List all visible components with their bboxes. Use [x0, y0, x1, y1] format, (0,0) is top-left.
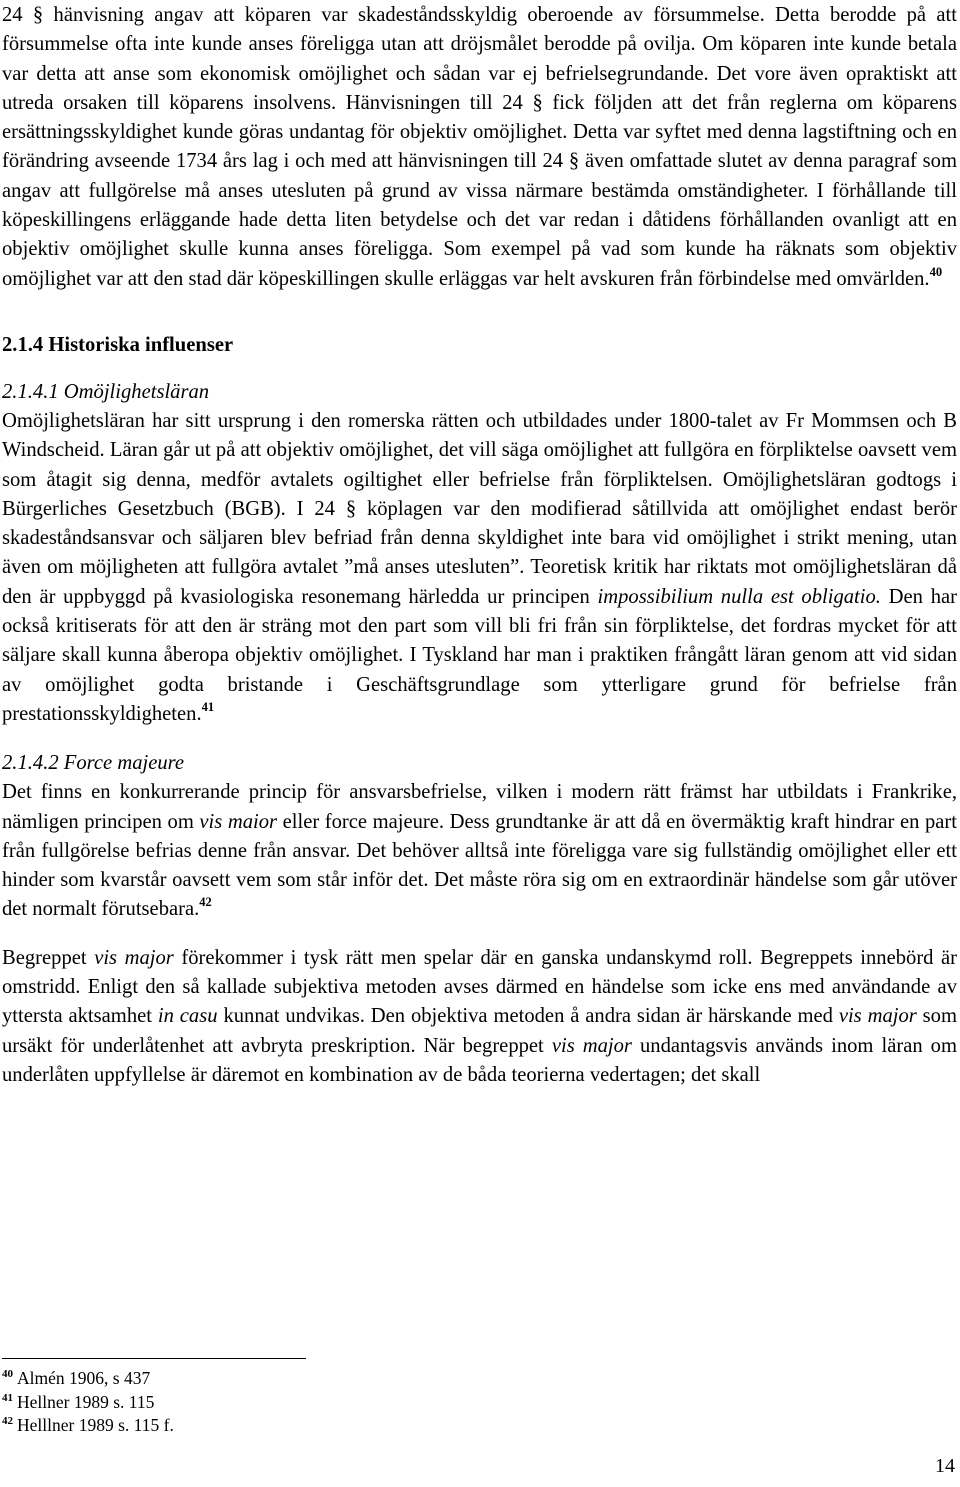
subsection-heading-1: 2.1.4.1 Omöjlighetsläran	[2, 380, 210, 403]
footnote-text: Helllner 1989 s. 115 f.	[17, 1415, 174, 1435]
paragraph-4-latin-2: in casu	[157, 1005, 218, 1028]
paragraph-3	[2, 778, 957, 924]
paragraph-3-latin: vis maior	[199, 810, 278, 833]
footnote-40	[2, 1367, 602, 1391]
paragraph-2-text-b: Den har också kritiserats för att den är sträng mot den part som vill bli fri från sin förpliktelse, det fordras mycket för att säljare skall kunna åberopa objektiv omöjlighet. I Tyskland har man i praktiken frångått läran genom att vid sidan av omöjlighet godta bristande i Geschäftsgrundlage som ytterligare grund för befrielse från prestationsskyldigheten.	[2, 585, 957, 725]
footnote-ref-41: 41	[201, 699, 215, 714]
footnote-number: 41	[2, 1391, 13, 1404]
paragraph-4-latin-4: vis major	[551, 1034, 632, 1057]
paragraph-2	[2, 407, 957, 729]
footnote-ref-42: 42	[199, 895, 212, 910]
footnote-text: Hellner 1989 s. 115	[17, 1391, 155, 1412]
footnote-text: Almén 1906, s 437	[17, 1368, 151, 1388]
paragraph-1-text: 24 § hänvisning angav att köparen var skadeståndsskyldig oberoende av försummelse. Detta berodde på att försummelse ofta inte kunde anses föreligga utan att dröjsmålet berodde på ovilja. Om köparen inte kunde betala var detta att anse som ekonomisk omöjlighet och sådan var ej befrielsegrundande. Det vore även opraktiskt att utreda orsaken till köparens insolvens. Hänvisningen till 24 § fick följden att det från reglerna om köparens ersättningsskyldighet kunde göras undantag för objektiv omöjlighet. Detta var syftet med denna lagstiftning och en förändring avseende 1734 års lag i och med att hänvisningen till 24 § även omfattade slutet av denna paragraf som angav att fullgörelse må anses utesluten på grund av vissa närmare bestämda omständigheter. I förhållande till köpeskillingens erläggande hade detta liten betydelse och det var redan i dåtidens förhållanden ovanligt att en objektiv omöjlighet skulle kunna anses föreligga. Som exempel på vad som kunde ha räknats som objektiv omöjlighet var att den stad där köpeskillingen skulle erläggas var helt avskuren från förbindelse med omvärlden.	[2, 4, 957, 290]
paragraph-3-text-a: Det finns en konkurrerande princip för ansvarsbefrielse, vilken i modern rätt främst har utbildats i Frankrike, nämligen principen om	[2, 781, 957, 833]
footnote-41	[2, 1391, 602, 1415]
paragraph-2-text-a: Omöjlighetsläran har sitt ursprung i den romerska rätten och utbildades under 1800-talet av Fr Mommsen och B Windscheid. Läran går ut på att objektiv omöjlighet, det vill säga omöjlighet att fullgöra en förpliktelse oavsett vem som åtagit sig denna, medför avtalets ogiltighet eller befrielse från förpliktelsen. Omöjlighetsläran godtogs i Bürgerliches Gesetzbuch (BGB). I 24 § köplagen var den modifierad såtillvida att omöjlighet endast berör skadeståndsansvar och säljaren blev befriad från denna skyldighet inte bara vid omöjlighet i strikt mening, utan även om möjligheten att fullgöra avtalet ”må anses utesluten”. Teoretisk kritik har riktats mot omöjlighetsläran då den är uppbyggd på kvasiologiska resonemang härledda ur principen	[2, 409, 957, 608]
page-number: 14	[935, 1455, 955, 1477]
subsection-heading-2: 2.1.4.2 Force majeure	[2, 752, 185, 775]
paragraph-1	[2, 1, 957, 294]
paragraph-4-text-d: som ursäkt för underlåtenhet att avbryta preskription. När begreppet	[2, 1005, 958, 1057]
paragraph-3-text-b: eller force majeure. Dess grundtanke är att då en övermäktig kraft hindrar en part från fullgörelse befrias denne från ansvar. Det behöver alltså inte föreligga vare sig fullständig omöjlighet eller ett hinder som kvarstår oavsett vem som står inför det. Det måste röra sig om en extraordinär händelse som går utöver det normalt förutsebara.	[2, 810, 957, 921]
paragraph-4-text-e: undantagsvis används inom läran om underlåten uppfyllelse är däremot en kombination av de båda teorierna vedertagen; det skall	[2, 1034, 957, 1086]
paragraph-4-latin-3: vis major	[838, 1005, 917, 1028]
paragraph-4	[2, 944, 957, 1090]
footnote-divider	[2, 1358, 306, 1359]
paragraph-4-text-c: kunnat undvikas. Den objektiva metoden å andra sidan är härskande med	[223, 1005, 833, 1028]
paragraph-4-latin-1: vis major	[94, 946, 174, 969]
footnote-42	[2, 1414, 602, 1438]
footnote-ref-40: 40	[929, 264, 943, 279]
page-body	[2, 0, 957, 1090]
footnotes	[2, 1358, 602, 1438]
paragraph-4-text-b: förekommer i tysk rätt men spelar där en ganska undanskymd roll. Begreppets innebörd är omstridd. Enligt den så kallade subjektiva metoden avses därmed en händelse som icke ens med användande av yttersta aktsamhet	[2, 946, 958, 1028]
footnote-number: 42	[2, 1415, 13, 1427]
paragraph-4-text-a: Begreppet	[2, 946, 87, 969]
footnote-number: 40	[2, 1368, 13, 1380]
section-heading: 2.1.4 Historiska influenser	[2, 333, 234, 356]
paragraph-2-latin: impossibilium nulla est obligatio.	[597, 585, 881, 608]
